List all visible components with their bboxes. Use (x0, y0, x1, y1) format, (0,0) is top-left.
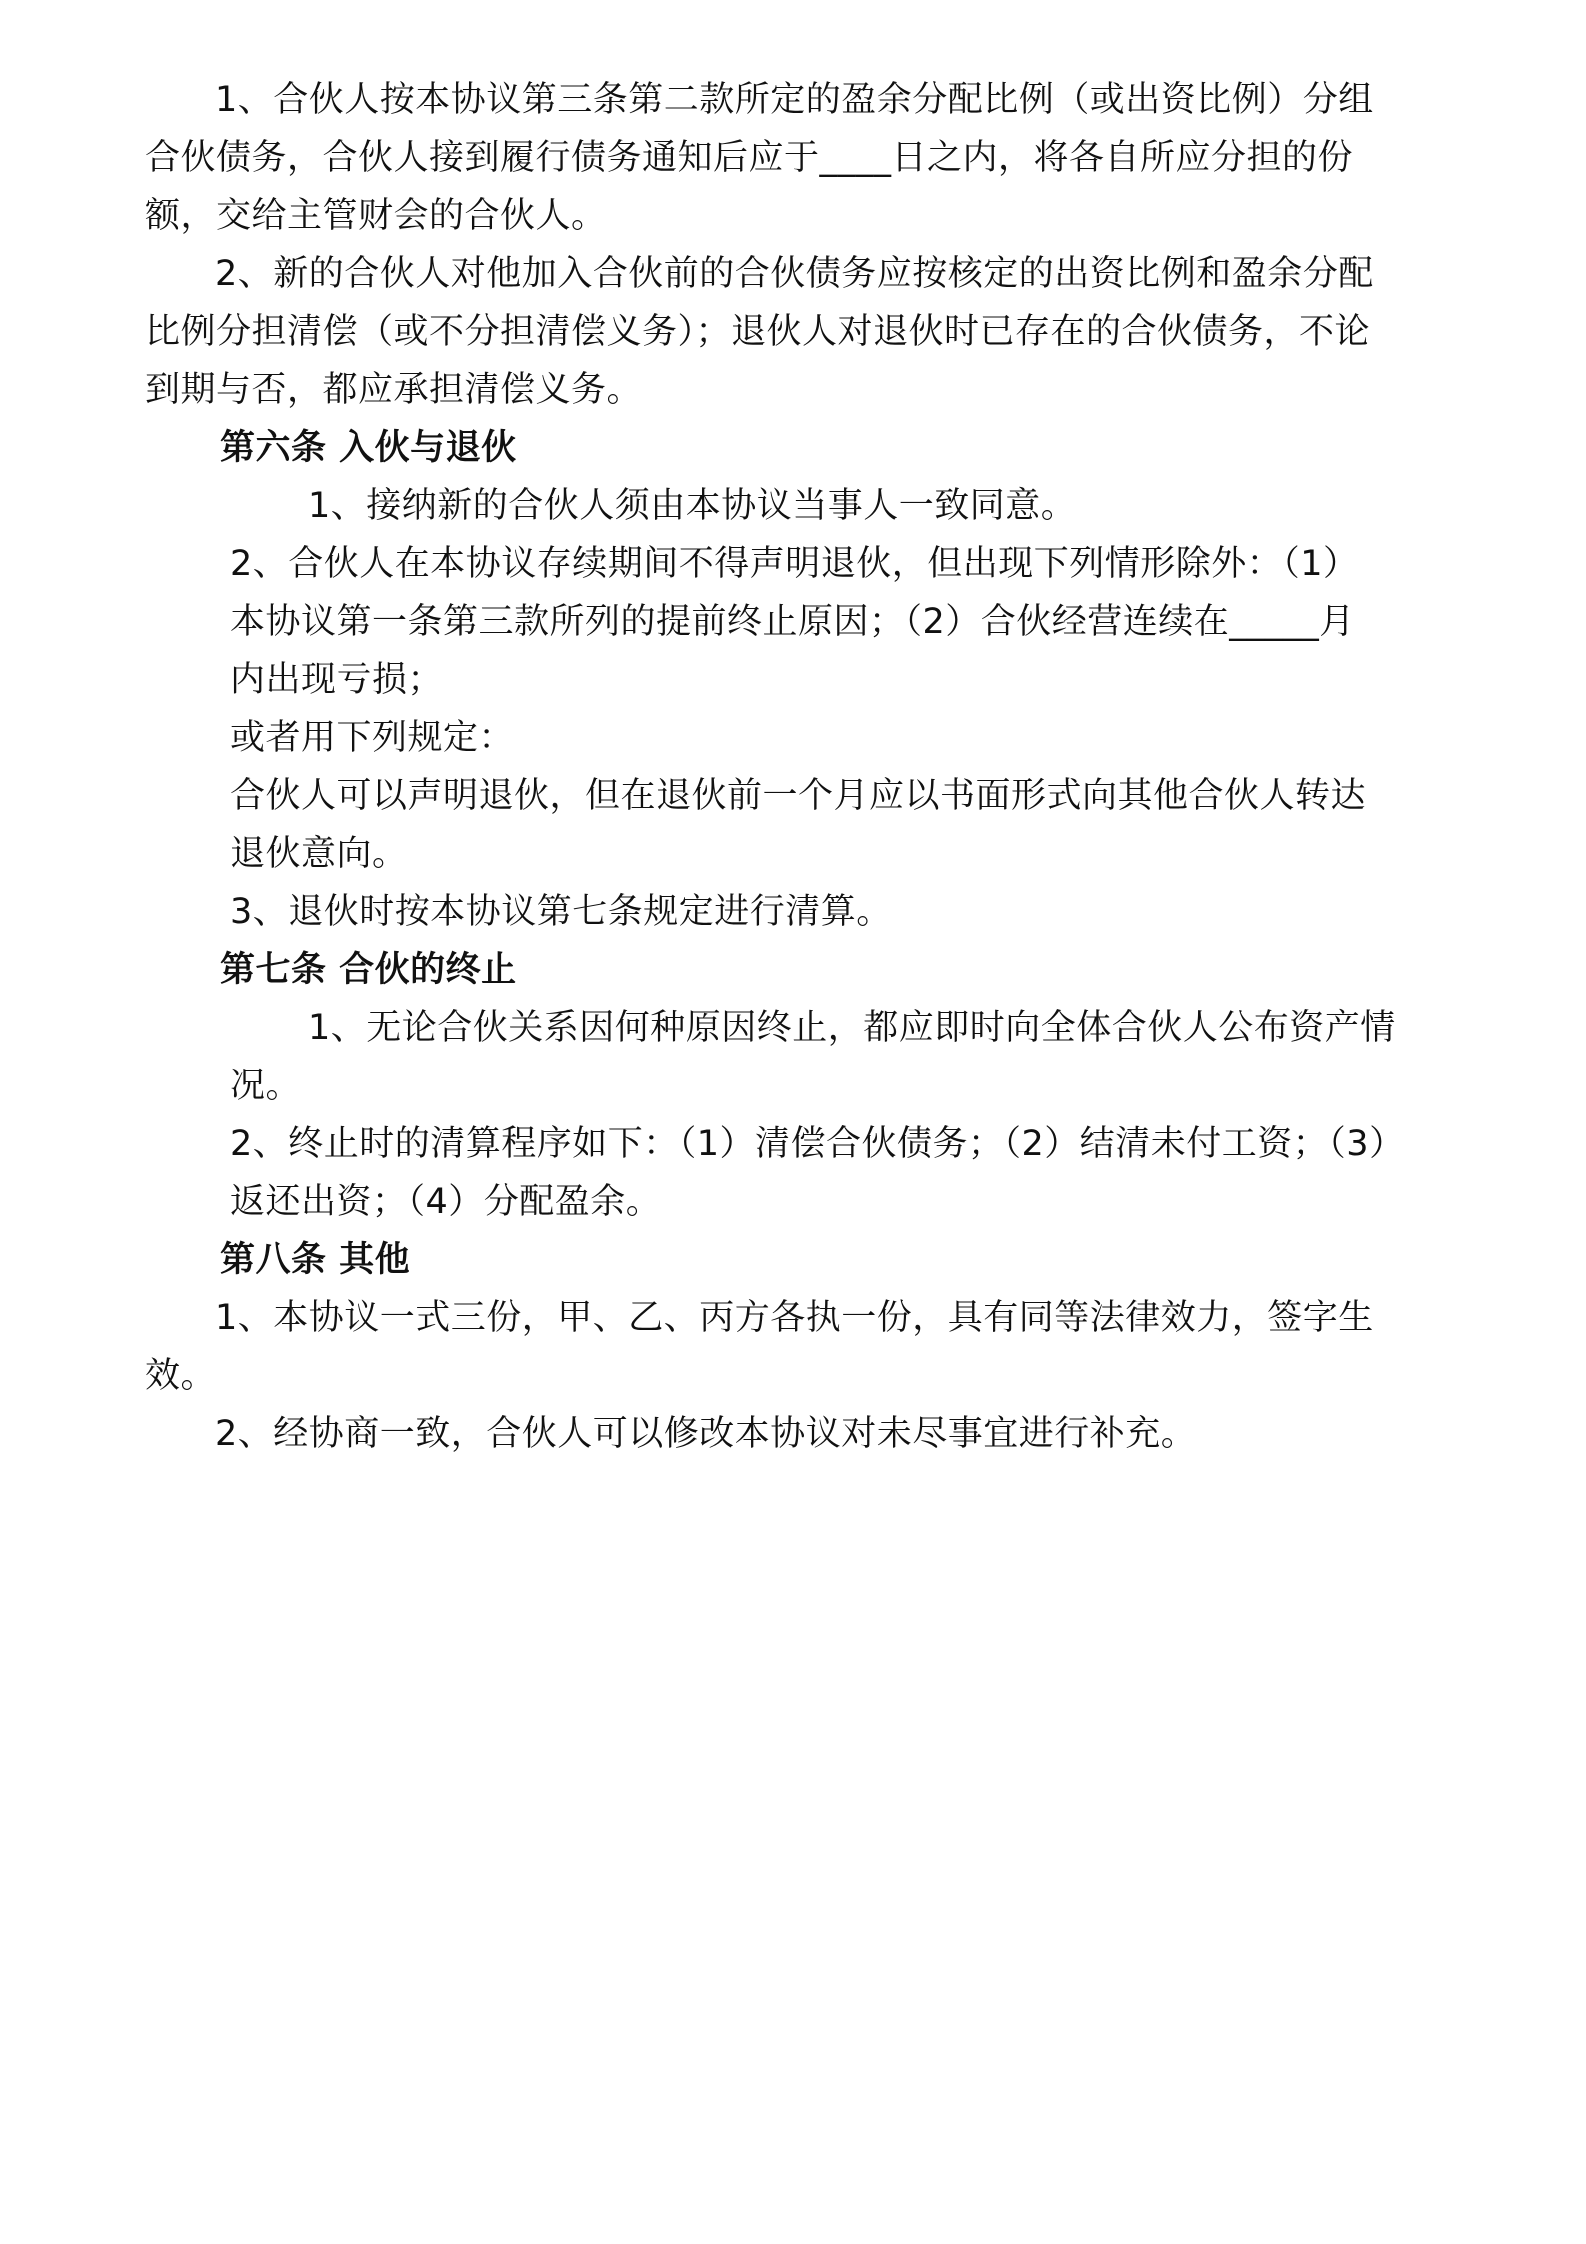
paragraph-line: 2、终止时的清算程序如下：（1）清偿合伙债务；（2）结清未付工资；（3） (230, 1124, 1405, 1164)
paragraph-line: 额，交给主管财会的合伙人。 (145, 196, 607, 236)
paragraph-line: 到期与否，都应承担清偿义务。 (145, 370, 643, 410)
paragraph-line: 1、合伙人按本协议第三条第二款所定的盈余分配比例（或出资比例）分组 (215, 80, 1374, 120)
paragraph-line: 返还出资；（4）分配盈余。 (230, 1182, 662, 1222)
paragraph-line: 2、合伙人在本协议存续期间不得声明退伙，但出现下列情形除外：（1） (230, 544, 1359, 584)
paragraph-line: 况。 (230, 1066, 302, 1106)
paragraph-line: 1、本协议一式三份，甲、乙、丙方各执一份，具有同等法律效力，签字生 (215, 1298, 1374, 1338)
section-heading: 第八条 其他 (220, 1240, 411, 1280)
paragraph-line: 退伙意向。 (230, 834, 408, 874)
section-heading: 第七条 合伙的终止 (220, 950, 517, 990)
paragraph-line: 效。 (145, 1356, 217, 1396)
paragraph-line: 或者用下列规定： (230, 718, 515, 758)
paragraph-line: 内出现亏损； (230, 660, 444, 700)
paragraph-line: 比例分担清偿（或不分担清偿义务）；退伙人对退伙时已存在的合伙债务，不论 (145, 312, 1371, 352)
paragraph-line: 1、接纳新的合伙人须由本协议当事人一致同意。 (308, 486, 1077, 526)
paragraph-line: 3、退伙时按本协议第七条规定进行清算。 (230, 892, 892, 932)
paragraph-line: 1、无论合伙关系因何种原因终止，都应即时向全体合伙人公布资产情 (308, 1008, 1396, 1048)
paragraph-line: 2、经协商一致，合伙人可以修改本协议对未尽事宜进行补充。 (215, 1414, 1197, 1454)
paragraph-line: 合伙债务，合伙人接到履行债务通知后应于____日之内，将各自所应分担的份 (145, 138, 1354, 178)
section-heading: 第六条 入伙与退伙 (220, 428, 517, 468)
paragraph-line: 本协议第一条第三款所列的提前终止原因；（2）合伙经营连续在_____月 (230, 602, 1355, 642)
paragraph-line: 2、新的合伙人对他加入合伙前的合伙债务应按核定的出资比例和盈余分配 (215, 254, 1374, 294)
paragraph-line: 合伙人可以声明退伙，但在退伙前一个月应以书面形式向其他合伙人转达 (230, 776, 1367, 816)
